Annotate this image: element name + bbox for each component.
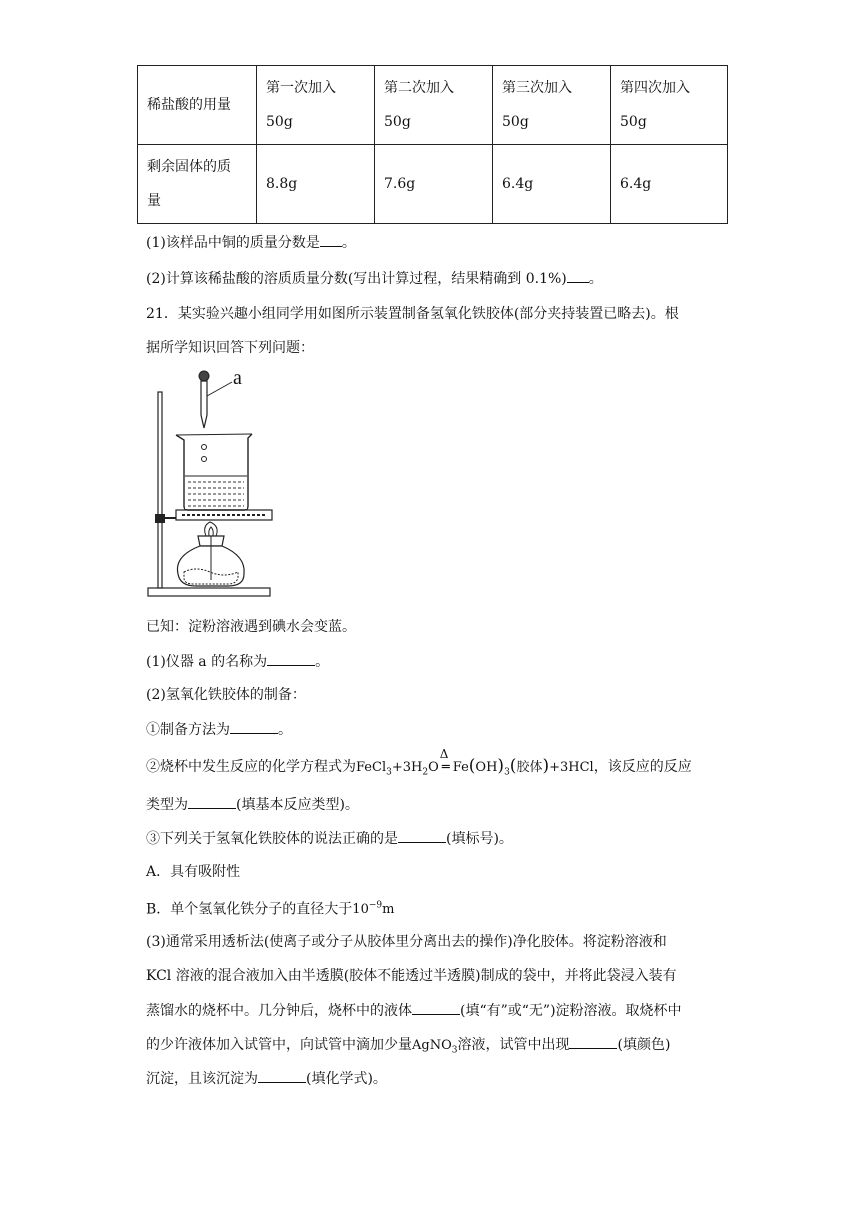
- table-cell: 第一次加入 50g: [257, 66, 375, 145]
- table-cell: 7.6g: [375, 145, 493, 224]
- table-cell: 6.4g: [611, 145, 728, 224]
- q21-sub2-2: ②烧杯中发生反应的化学方程式为$FeCl_3+3H_2O$ Δ ═ $Fe(OH)_3$(胶体)+3HCl，该反应的反应: [146, 747, 692, 778]
- table-header-cell: 剩余固体的质 量: [138, 145, 257, 224]
- table-cell: 第三次加入 50g: [493, 66, 611, 145]
- stand-base: [148, 588, 270, 596]
- option-b: B．单个氢氧化铁分子的直径大于$10^{-9}m$: [146, 901, 395, 918]
- ferric-hydroxide-apparatus-diagram: [140, 360, 280, 605]
- answer-blank: [267, 651, 315, 666]
- clamp: [155, 514, 165, 523]
- answer-blank: [258, 1068, 306, 1083]
- table-header-cell: 稀盐酸的用量: [138, 66, 257, 145]
- table-row: [138, 66, 728, 145]
- answer-blank: [230, 719, 278, 734]
- table-cell: 第二次加入 50g: [375, 66, 493, 145]
- chemical-equation: $FeCl_3+3H_2O$ Δ ═ $Fe(OH)_3$(胶体)+3HCl: [356, 747, 594, 778]
- q21-sub3-line1: (3)通常采用透析法(使离子或分子从胶体里分离出去的操作)净化胶体。将淀粉溶液和: [146, 934, 667, 950]
- answer-blank: [412, 1000, 460, 1015]
- q21-intro-line2: 据所学知识回答下列问题：: [146, 340, 314, 356]
- table-cell: 8.8g: [257, 145, 375, 224]
- q21-sub3-line4: 的少许液体加入试管中，向试管中滴加少量AgNO$_3$溶液，试管中出现 (填颜色): [146, 1034, 670, 1061]
- table-cell: 6.4g: [493, 145, 611, 224]
- q21-sub3-line2: KCl 溶液的混合液加入由半透膜(胶体不能透过半透膜)制成的袋中，并将此袋浸入装有: [146, 968, 677, 984]
- q21-sub2-2-line2: 类型为 (填基本反应类型)。: [146, 794, 359, 815]
- q21-sub2-1: ①制备方法为 。: [146, 719, 292, 740]
- known-statement: 已知：淀粉溶液遇到碘水会变蓝。: [146, 619, 356, 635]
- q21-sub1: (1)仪器 a 的名称为 。: [146, 651, 329, 672]
- stand-rod: [158, 392, 162, 588]
- hydrochloric-acid-table: [137, 65, 728, 224]
- q21-sub2-3: ③下列关于氢氧化铁胶体的说法正确的是 (填标号)。: [146, 828, 513, 849]
- table-row: [138, 145, 728, 224]
- q20-part2: (2)计算该稀盐酸的溶质质量分数(写出计算过程，结果精确到 0.1%) 。: [146, 268, 603, 289]
- dropper-tube: [201, 381, 207, 428]
- drop: [202, 445, 207, 450]
- answer-blank: [398, 828, 446, 843]
- q21-sub3-line5: 沉淀，且该沉淀为 (填化学式)。: [146, 1068, 387, 1089]
- heating-symbol: Δ ═: [439, 747, 450, 775]
- answer-blank: [567, 268, 589, 283]
- q21-sub2: (2)氢氧化铁胶体的制备：: [146, 687, 306, 703]
- q20-part1: (1)该样品中铜的质量分数是 。: [146, 232, 356, 253]
- answer-blank: [569, 1034, 617, 1049]
- answer-blank: [188, 794, 236, 809]
- table-cell: 第四次加入 50g: [611, 66, 728, 145]
- option-a: A．具有吸附性: [146, 864, 241, 880]
- q21-intro-line1: 21．某实验兴趣小组同学用如图所示装置制备氢氧化铁胶体(部分夹持装置已略去)。根: [146, 306, 679, 322]
- drop: [202, 457, 207, 462]
- q21-sub3-line3: 蒸馏水的烧杯中。几分钟后，烧杯中的液体 (填“有”或“无”)淀粉溶液。取烧杯中: [146, 1000, 682, 1021]
- label-a: a: [233, 367, 242, 389]
- answer-blank: [320, 232, 342, 247]
- dropper-bulb: [199, 371, 209, 381]
- flame: [205, 522, 217, 536]
